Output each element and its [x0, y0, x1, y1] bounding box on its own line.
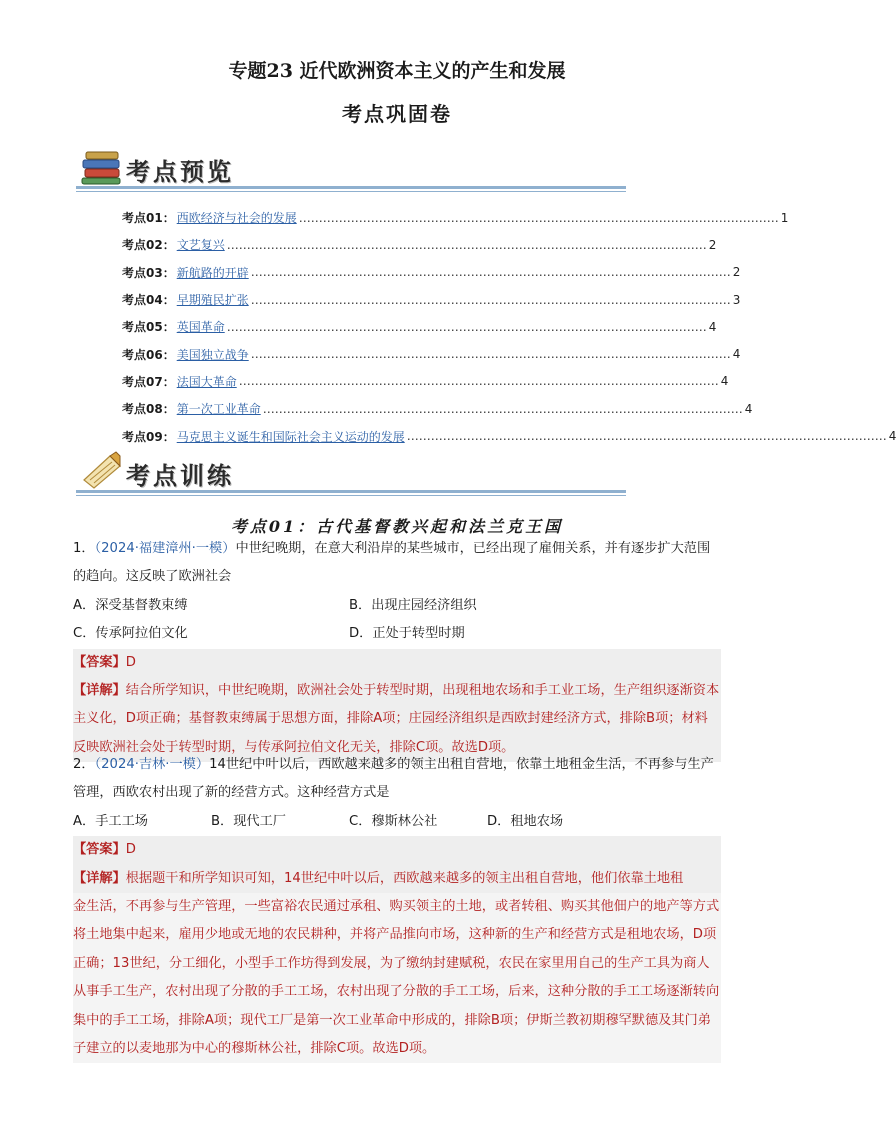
banner-rule	[76, 490, 626, 493]
toc-link[interactable]: 马克思主义诞生和国际社会主义运动的发展	[176, 429, 405, 444]
toc-key: 考点03：	[122, 265, 175, 280]
toc-key: 考点06：	[122, 347, 175, 362]
toc-page: 3	[732, 292, 741, 307]
question-2	[73, 751, 721, 1063]
answer-value: D	[125, 842, 136, 858]
detail-text: 结合所学知识，中世纪晚期，欧洲社会处于转型时期，出现租地农场和手工业工场，生产组织逐渐资本主义化，D项正确；基督教束缚属于思想方面，排除A项；庄园经济组织是西欧封建经济方式，排除B项；材料反映欧洲社会处于转型时期，与传承阿拉伯文化无关，排除C项。故选D项。	[73, 683, 720, 755]
option-d[interactable]: D．租地农场	[487, 813, 564, 829]
toc-item-09[interactable]	[122, 422, 896, 449]
detail-text-first: 根据题干和所学知识可知，14世纪中叶以后，西欧越来越多的领主出租自营地，他们依靠土地租	[125, 870, 684, 886]
answer-line	[73, 836, 721, 864]
question-number: 1．	[73, 541, 95, 556]
preview-banner-label: 考点预览	[126, 158, 234, 186]
answer-tag: 【答案】	[73, 842, 126, 858]
toc-page: 4	[708, 319, 717, 334]
toc-link[interactable]: 法国大革命	[176, 374, 237, 389]
toc-leader: …………………………………………………………………………………………………………	[226, 237, 707, 252]
detail-tag: 【详解】	[73, 683, 126, 699]
toc-page: 2	[708, 237, 717, 252]
options-row	[73, 620, 721, 648]
question-source: （2024·吉林·一模）	[94, 757, 210, 772]
toc-link[interactable]: 文艺复兴	[176, 238, 225, 253]
toc-item-02[interactable]	[122, 231, 717, 258]
question-text: 中世纪晚期，在意大利沿岸的某些城市，已经出现了雇佣关系，并有逐步扩大范围的趋向。这反映了欧洲社会	[73, 541, 711, 585]
banner-rule-thin	[76, 495, 626, 496]
toc-key: 考点01：	[122, 211, 175, 226]
options-row	[73, 808, 721, 836]
question-source: （2024·福建漳州·一模）	[94, 541, 236, 556]
books-icon	[80, 146, 124, 186]
toc-item-07[interactable]	[122, 368, 729, 395]
option-d[interactable]: D．正处于转型时期	[349, 626, 465, 642]
banner-rule	[76, 186, 626, 189]
toc-key: 考点04：	[122, 293, 175, 308]
toc-page: 2	[732, 265, 741, 280]
question-text: 14世纪中叶以后，西欧越来越多的领主出租自营地，依靠土地租金生活，不再参与生产管理，西欧农村出现了新的经营方式。这种经营方式是	[73, 757, 714, 801]
option-b[interactable]: B．现代工厂	[211, 813, 286, 829]
toc-key: 考点09：	[122, 429, 175, 444]
answer-block	[73, 649, 721, 763]
option-a[interactable]: A．手工工场	[73, 813, 148, 829]
table-of-contents	[122, 204, 896, 450]
toc-leader: …………………………………………………………………………………………………………	[262, 401, 743, 416]
training-banner-label: 考点训练	[126, 462, 234, 490]
toc-item-01[interactable]	[122, 204, 789, 231]
detail-continuation: 金生活，不再参与生产管理，一些富裕农民通过承租、购买领主的土地，或者转租、购买其他佃户的地产等方式将土地集中起来，雇用少地或无地的农民耕种，并将产品推向市场，这种新的生产和经营方式是租地农场，D项正确；13世纪，分工细化，小型手工作坊得到发展，为了缴纳封建赋税，农民在家里用自己的生产工具为商人从事手工生产，农村出现了分散的手工工场，农村出现了分散的手工工场，后来，这种分散的手工工场逐渐转向集中的手工工场，排除A项；现代工厂是第一次工业革命中形成的，排除B项；伊斯兰教初期穆罕默德及其门弟子建立的以麦地那为中心的穆斯林公社，排除C项。故选D项。	[73, 893, 721, 1063]
toc-key: 考点07：	[122, 374, 175, 389]
document-title: 专题23 近代欧洲资本主义的产生和发展	[228, 60, 566, 82]
toc-link[interactable]: 第一次工业革命	[176, 402, 261, 417]
toc-page: 4	[720, 374, 729, 389]
document-subtitle: 考点巩固卷	[342, 102, 452, 126]
toc-leader: …………………………………………………………………………………………………………	[226, 319, 707, 334]
question-1	[73, 535, 721, 762]
toc-key: 考点05：	[122, 320, 175, 335]
option-b[interactable]: B．出现庄园经济组织	[349, 597, 477, 613]
detail-tag: 【详解】	[73, 870, 126, 886]
toc-link[interactable]: 西欧经济与社会的发展	[176, 211, 297, 226]
toc-item-06[interactable]	[122, 340, 741, 367]
answer-tag: 【答案】	[73, 654, 126, 670]
toc-page: 4	[732, 347, 741, 362]
toc-leader: …………………………………………………………………………………………………………	[238, 374, 719, 389]
answer-block	[73, 836, 721, 893]
answer-line	[73, 649, 721, 677]
options-row	[73, 592, 721, 620]
toc-key: 考点02：	[122, 238, 175, 253]
pencil-note-icon	[80, 450, 124, 490]
toc-key: 考点08：	[122, 402, 175, 417]
detail-line	[73, 865, 721, 893]
toc-link[interactable]: 新航路的开辟	[176, 265, 249, 280]
option-c[interactable]: C．穆斯林公社	[349, 813, 438, 829]
toc-item-08[interactable]	[122, 395, 753, 422]
toc-page: 1	[780, 210, 789, 225]
toc-leader: …………………………………………………………………………………………………………	[406, 429, 887, 444]
question-stem	[73, 535, 721, 592]
toc-leader: …………………………………………………………………………………………………………	[298, 210, 779, 225]
toc-page: 4	[744, 401, 753, 416]
toc-item-03[interactable]	[122, 259, 741, 286]
toc-item-04[interactable]	[122, 286, 741, 313]
detail-line	[73, 677, 721, 762]
option-a[interactable]: A．深受基督教束缚	[73, 597, 188, 613]
question-stem	[73, 751, 721, 808]
toc-page: 4	[888, 429, 896, 444]
toc-link[interactable]: 早期殖民扩张	[176, 293, 249, 308]
option-c[interactable]: C．传承阿拉伯文化	[73, 626, 188, 642]
toc-leader: …………………………………………………………………………………………………………	[250, 265, 731, 280]
question-number: 2．	[73, 757, 95, 772]
toc-link[interactable]: 英国革命	[176, 320, 225, 335]
preview-banner	[76, 146, 626, 194]
toc-leader: …………………………………………………………………………………………………………	[250, 292, 731, 307]
training-banner	[76, 450, 626, 498]
banner-rule-thin	[76, 191, 626, 192]
toc-item-05[interactable]	[122, 313, 717, 340]
answer-value: D	[125, 654, 136, 670]
toc-leader: …………………………………………………………………………………………………………	[250, 347, 731, 362]
toc-link[interactable]: 美国独立战争	[176, 347, 249, 362]
section-heading: 考点01：古代基督教兴起和法兰克王国	[230, 517, 564, 536]
